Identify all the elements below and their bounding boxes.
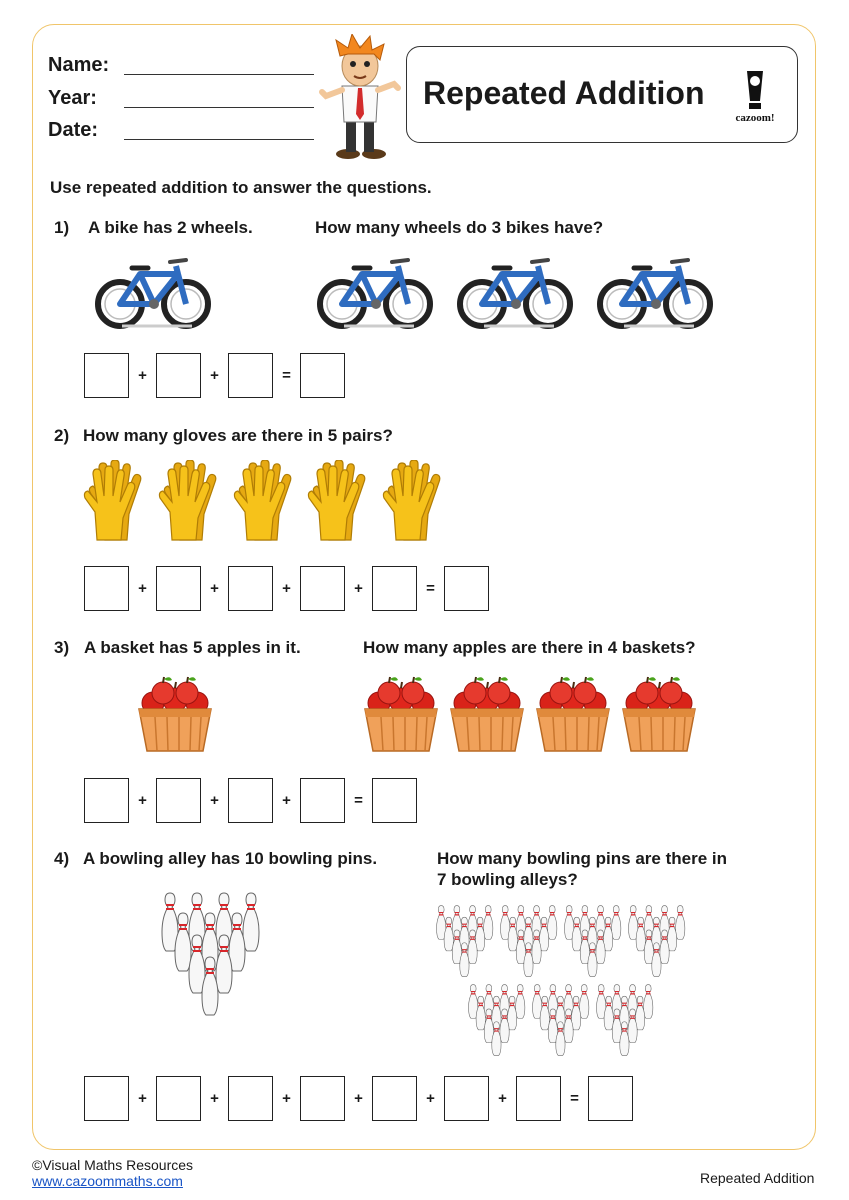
answer-box[interactable] [444,1076,489,1121]
apple-basket-icon [535,673,611,753]
glove-pair-icon [233,460,293,542]
footer-copyright: ©Visual Maths Resources [32,1157,194,1173]
date-field[interactable] [48,119,98,142]
answer-box[interactable] [156,1076,201,1121]
apple-basket-icon [449,673,525,753]
logo-text: cazoom! [735,112,775,123]
footer-link[interactable]: www.cazoommaths.com [32,1173,183,1189]
answer-box[interactable] [228,778,273,823]
glove-pair-icon [382,460,442,542]
equals-sign: = [570,1090,579,1107]
answer-row-3 [84,778,417,823]
plus-sign: + [138,792,147,809]
plus-sign: + [282,792,291,809]
cazoom-logo [729,69,781,123]
instruction-text: Use repeated addition to answer the questions. [50,178,432,197]
plus-sign: + [210,580,219,597]
date-line[interactable] [124,139,314,140]
answer-box[interactable] [84,1076,129,1121]
answer-box[interactable] [516,1076,561,1121]
worksheet-title: Repeated Addition [423,75,705,111]
plus-sign: + [210,1090,219,1107]
result-box[interactable] [444,566,489,611]
answer-box[interactable] [156,353,201,398]
question-2-number: 2) [54,426,70,445]
answer-row-4 [84,1076,633,1121]
plus-sign: + [282,1090,291,1107]
year-label: Year: [48,87,97,109]
bowling-pins-icon [595,984,655,1056]
bowling-pins-icon [435,905,495,977]
title-box [406,46,798,143]
answer-row-1 [84,353,345,398]
bowling-pins-icon [627,905,687,977]
plus-sign: + [426,1090,435,1107]
plus-sign: + [138,580,147,597]
answer-box[interactable] [372,1076,417,1121]
bowling-pins-icon [563,905,623,977]
question-4-question-line-2: 7 bowling alleys? [437,870,578,889]
apple-basket-icon [621,673,697,753]
question-1-text: A bike has 2 wheels. [88,218,253,237]
footer-title: Repeated Addition [700,1170,815,1186]
date-label: Date: [48,119,99,141]
year-line[interactable] [124,107,314,108]
bike-icon [594,250,716,330]
bike-icon [454,250,576,330]
plus-sign: + [354,1090,363,1107]
answer-box[interactable] [84,566,129,611]
glove-pair-icon [158,460,218,542]
answer-box[interactable] [84,353,129,398]
glove-pair-icon [83,460,143,542]
question-4-number: 4) [54,849,70,868]
answer-box[interactable] [228,1076,273,1121]
question-3-number: 3) [54,638,70,657]
plus-sign: + [498,1090,507,1107]
answer-box[interactable] [228,566,273,611]
result-box[interactable] [300,353,345,398]
question-2-text: How many gloves are there in 5 pairs? [83,426,393,445]
bowling-pins-icon [499,905,559,977]
equals-sign: = [426,580,435,597]
plus-sign: + [138,1090,147,1107]
apple-basket-icon [363,673,439,753]
result-box[interactable] [372,778,417,823]
answer-box[interactable] [300,778,345,823]
equals-sign: = [282,367,291,384]
answer-box[interactable] [156,566,201,611]
plus-sign: + [210,367,219,384]
question-3-text: A basket has 5 apples in it. [84,638,301,657]
name-line[interactable] [124,74,314,75]
teacher-mascot [318,34,402,160]
answer-row-2 [84,566,489,611]
answer-box[interactable] [228,353,273,398]
answer-box[interactable] [84,778,129,823]
bowling-pins-icon [467,984,527,1056]
plus-sign: + [282,580,291,597]
answer-box[interactable] [156,778,201,823]
answer-box[interactable] [372,566,417,611]
bowling-pins-icon [531,984,591,1056]
equals-sign: = [354,792,363,809]
glove-pair-icon [307,460,367,542]
bowling-pins-icon [160,892,262,1016]
name-label: Name: [48,54,110,76]
question-4-text: A bowling alley has 10 bowling pins. [83,849,378,868]
question-3-question: How many apples are there in 4 baskets? [363,638,696,657]
bike-icon [92,250,214,330]
answer-box[interactable] [300,566,345,611]
result-box[interactable] [588,1076,633,1121]
question-1-question: How many wheels do 3 bikes have? [315,218,604,237]
name-field[interactable] [48,54,109,77]
question-4-question-line-1: How many bowling pins are there in [437,849,727,868]
bike-icon [314,250,436,330]
plus-sign: + [354,580,363,597]
answer-box[interactable] [300,1076,345,1121]
apple-basket-icon [137,673,213,753]
question-1-number: 1) [54,218,70,237]
year-field[interactable] [48,87,97,110]
plus-sign: + [210,792,219,809]
plus-sign: + [138,367,147,384]
